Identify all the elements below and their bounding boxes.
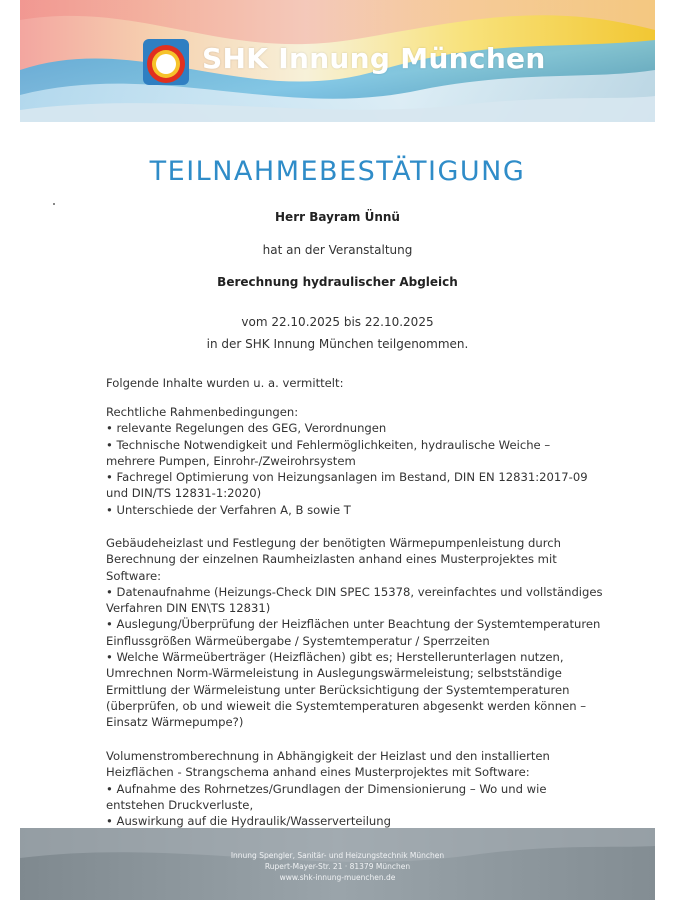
section2-line: Verfahren DIN EN\TS 12831) xyxy=(106,601,271,616)
section3-line: Volumenstromberechnung in Abhängigkeit der Heizlast und den installierten xyxy=(106,749,550,763)
content-heading: Folgende Inhalte wurden u. a. vermittelt: xyxy=(106,376,344,390)
participant-name: Herr Bayram Ünnü xyxy=(275,210,400,224)
footer-address: Rupert-Mayer-Str. 21 · 81379 München xyxy=(264,862,411,871)
section1-line: • Fachregel Optimierung von Heizungsanlagen im Bestand, DIN EN 12831:2017-09 xyxy=(106,470,588,485)
certificate-page xyxy=(20,0,655,900)
section1-line: • Technische Notwendigkeit und Fehlermöglichkeiten, hydraulische Weiche – xyxy=(106,437,551,452)
footer-website: www.shk-innung-muenchen.de xyxy=(279,873,396,882)
section3-line: • Aufnahme des Rohrnetzes/Grundlagen der Dimensionierung – Wo und wie xyxy=(106,781,547,796)
event-name: Berechnung hydraulischer Abgleich xyxy=(217,275,458,289)
section1-line: mehrere Pumpen, Einrohr-/Zweirohrsystem xyxy=(106,453,356,468)
content-section-1 xyxy=(106,404,606,518)
scan-dot xyxy=(53,203,55,205)
content-section-2 xyxy=(106,535,606,731)
section2-line: • Datenaufnahme (Heizungs-Check DIN SPEC 15378, vereinfachtes und vollständiges xyxy=(106,584,603,599)
location-line: in der SHK Innung München teilgenommen. xyxy=(206,337,469,351)
section2-line: Ermittlung der Wärmeleistung unter Berücksichtigung der Systemtemperaturen xyxy=(106,682,570,697)
org-name: SHK Innung München xyxy=(202,42,546,75)
section2-line: Software: xyxy=(106,568,162,583)
intro-text: hat an der Veranstaltung xyxy=(262,243,413,257)
section1-line: Rechtliche Rahmenbedingungen: xyxy=(106,405,299,419)
section2-line: • Welche Wärmeüberträger (Heizflächen) gibt es; Herstellerunterlagen nutzen, xyxy=(106,650,564,665)
section2-line: Gebäudeheizlast und Festlegung der benötigten Wärmepumpenleistung durch xyxy=(106,536,561,550)
section1-line: • Unterschiede der Verfahren A, B sowie T xyxy=(106,502,351,517)
section2-line: • Auslegung/Überprüfung der Heizflächen unter Beachtung der Systemtemperaturen xyxy=(106,617,601,632)
section1-line: • relevante Regelungen des GEG, Verordnungen xyxy=(106,421,387,436)
section3-line: Heizflächen - Strangschema anhand eines Musterprojektes mit Software: xyxy=(106,765,530,780)
section2-line: (überprüfen, ob und wieweit die Systemtemperaturen abgesenkt werden können – xyxy=(106,698,587,713)
section2-line: Einflussgrößen Wärmeübergabe / Systemtemperatur / Sperrzeiten xyxy=(106,633,490,648)
footer-org: Innung Spengler, Sanitär- und Heizungstechnik München xyxy=(230,851,445,860)
section3-line: • Auswirkung auf die Hydraulik/Wasserverteilung xyxy=(106,814,391,829)
section1-line: und DIN/TS 12831-1:2020) xyxy=(106,486,262,501)
section2-line: Umrechnen Norm-Wärmeleistung in Auslegungswärmeleistung; selbstständige xyxy=(106,666,562,681)
header-banner xyxy=(20,0,655,122)
footer-banner xyxy=(20,828,655,900)
date-range: vom 22.10.2025 bis 22.10.2025 xyxy=(241,315,434,329)
shk-ring-logo-icon xyxy=(142,38,190,86)
section2-line: Berechnung der einzelnen Raumheizlasten anhand eines Musterprojektes mit xyxy=(106,552,557,567)
section3-line: entstehen Druckverluste, xyxy=(106,797,254,812)
section2-line: Einsatz Wärmepumpe?) xyxy=(106,715,244,730)
content-section-3 xyxy=(106,748,606,829)
certificate-title: TEILNAHMEBESTÄTIGUNG xyxy=(149,156,526,187)
